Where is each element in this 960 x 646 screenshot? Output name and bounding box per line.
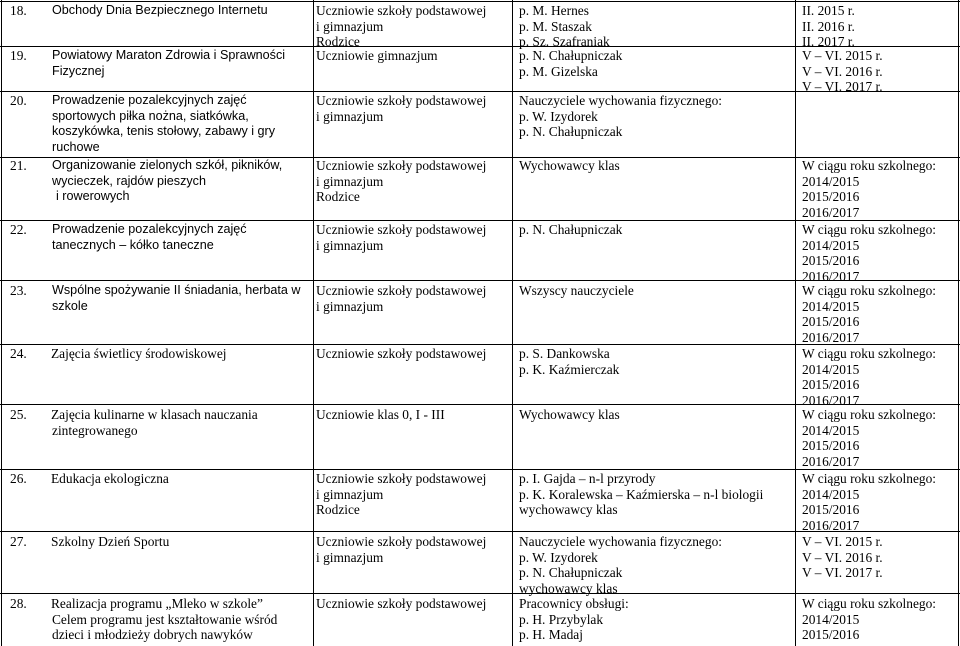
row-number: 27. [10,534,27,549]
responsible-text: p. H. Przybylak [519,611,604,627]
responsible-text: Nauczyciele wychowania fizycznego: [519,93,722,108]
participants-text: i gimnazjum [316,108,384,124]
responsible-text: p. M. Gizelska [519,63,598,79]
column-divider [313,0,314,646]
date-text: 2014/2015 [802,237,860,253]
date-text: 2016/2017 [802,453,860,469]
responsible-text: Nauczyciele wychowania fizycznego: [519,534,722,549]
activity-text: Fizycznej [52,63,105,78]
date-text: 2014/2015 [802,611,860,627]
date-text: V – VI. 2015 r. [802,534,883,549]
date-text: W ciągu roku szkolnego: [802,407,936,422]
row-number: 24. [10,346,27,361]
participants-text: Rodzice [316,502,360,517]
participants-text: i gimnazjum [316,18,384,34]
responsible-text: Pracownicy obsługi: [519,596,629,611]
participants-text: Uczniowie klas 0, I - III [316,407,445,422]
responsible-text: Wychowawcy klas [519,158,620,173]
activity-text: koszykówka, tenis stołowy, zabawy i gry [52,124,276,138]
row-number: 20. [10,93,27,108]
date-text: 2014/2015 [802,486,860,502]
date-text: 2014/2015 [802,173,860,189]
responsible-text: p. M. Hernes [519,3,589,18]
row-divider [0,469,960,470]
participants-text: Uczniowie szkoły podstawowej [316,3,487,18]
responsible-text: p. N. Chałupniczak [519,124,623,139]
activity-text: Celem programu jest kształtowanie wśród [52,611,278,627]
participants-text: Uczniowie szkoły podstawowej [316,93,487,108]
participants-text: i gimnazjum [316,549,384,565]
date-text: 2015/2016 [802,253,860,268]
participants-text: Uczniowie szkoły podstawowej [316,471,487,486]
activity-text: Szkolny Dzień Sportu [51,534,170,549]
date-text: 2016/2017 [802,329,860,345]
row-number: 18. [10,3,27,18]
date-text: W ciągu roku szkolnego: [802,346,936,361]
participants-text: i gimnazjum [316,486,384,502]
row-number: 19. [10,48,27,63]
activity-text: tanecznych – kółko taneczne [52,237,214,252]
participants-text: Uczniowie szkoły podstawowej [316,596,487,611]
participants-text: Rodzice [316,34,360,49]
participants-text: Uczniowie szkoły podstawowej [316,283,487,298]
responsible-text: p. N. Chałupniczak [519,48,623,63]
activity-text: ruchowe [52,139,100,154]
responsible-text: wychowawcy klas [519,502,618,517]
date-text: 2014/2015 [802,422,860,438]
date-text: 2015/2016 [802,627,860,642]
activity-text: Organizowanie zielonych szkół, pikników, [52,158,283,172]
row-divider [0,1,960,2]
row-number: 28. [10,596,27,611]
responsible-text: p. W. Izydorek [519,108,598,124]
column-divider [795,0,796,646]
date-text: W ciągu roku szkolnego: [802,283,936,298]
date-text: 2016/2017 [802,204,860,220]
date-text: 2014/2015 [802,298,860,314]
activity-text: zintegrowanego [52,422,138,438]
activity-text: Zajęcia świetlicy środowiskowej [51,346,227,361]
activity-text: Edukacja ekologiczna [51,471,169,486]
activity-text: i rowerowych [56,189,130,203]
date-text: V – VI. 2016 r. [802,63,883,79]
date-text: 2016/2017 [802,392,860,408]
row-number: 22. [10,222,27,237]
participants-text: i gimnazjum [316,173,384,189]
activity-text: Obchody Dnia Bezpiecznego Internetu [52,3,268,17]
activity-text: sportowych piłka nożna, siatkówka, [52,108,249,123]
activity-text: Prowadzenie pozalekcyjnych zajęć [52,222,247,236]
date-text: V – VI. 2016 r. [802,549,883,565]
date-text: W ciągu roku szkolnego: [802,471,936,486]
row-number: 23. [10,283,27,298]
responsible-text: wychowawcy klas [519,580,618,596]
responsible-text: p. N. Chałupniczak [519,222,623,237]
activity-text: Realizacja programu „Mleko w szkole” [51,596,263,611]
date-text: W ciągu roku szkolnego: [802,222,936,237]
date-text: 2016/2017 [802,517,860,533]
row-divider [0,220,960,221]
participants-text: Uczniowie szkoły podstawowej [316,534,487,549]
responsible-text: p. S. Dankowska [519,346,610,361]
activity-text: dzieci i młodzieży dobrych nawyków [52,627,253,642]
activity-text: szkole [52,298,88,313]
date-text: 2015/2016 [802,438,860,453]
date-text: 2015/2016 [802,502,860,517]
activity-text: Zajęcia kulinarne w klasach nauczania [51,407,258,422]
date-text: 2016/2017 [802,268,860,284]
responsible-text: p. Sz. Szafraniak [519,34,610,49]
participants-text: Uczniowie szkoły podstawowej [316,346,487,361]
date-text: 2015/2016 [802,314,860,329]
responsible-text: p. K. Kaźmierczak [519,361,620,377]
date-text: V – VI. 2015 r. [802,48,883,63]
date-text: V – VI. 2017 r. [802,565,883,580]
participants-text: i gimnazjum [316,298,384,314]
responsible-text: p. H. Madaj [519,627,583,642]
date-text: W ciągu roku szkolnego: [802,158,936,173]
responsible-text: p. W. Izydorek [519,549,598,565]
responsible-text: p. K. Koralewska – Kaźmierska – n-l biologii [519,486,764,502]
activity-text: wycieczek, rajdów pieszych [52,173,206,188]
date-text: 2015/2016 [802,189,860,204]
date-text: W ciągu roku szkolnego: [802,596,936,611]
date-text: 2015/2016 [802,377,860,392]
date-text: II. 2016 r. [802,18,855,34]
date-text: V – VI. 2017 r. [802,79,883,94]
activity-text: Wspólne spożywanie II śniadania, herbata w [52,283,301,297]
date-text: 2014/2015 [802,361,860,377]
responsible-text: p. N. Chałupniczak [519,565,623,580]
column-divider [1,0,2,646]
activity-text: Powiatowy Maraton Zdrowia i Sprawności [52,48,286,62]
date-text: II. 2015 r. [802,3,855,18]
participants-text: Rodzice [316,189,360,204]
column-divider [958,0,959,646]
activity-text: Prowadzenie pozalekcyjnych zajęć [52,93,247,107]
participants-text: i gimnazjum [316,237,384,253]
participants-text: Uczniowie gimnazjum [316,48,438,63]
row-number: 25. [10,407,27,422]
row-divider [0,593,960,594]
row-number: 21. [10,158,27,173]
row-number: 26. [10,471,27,486]
responsible-text: Wychowawcy klas [519,407,620,422]
responsible-text: Wszyscy nauczyciele [519,283,634,298]
responsible-text: p. M. Staszak [519,18,592,34]
participants-text: Uczniowie szkoły podstawowej [316,222,487,237]
column-divider [512,0,513,646]
date-text: II. 2017 r. [802,34,855,49]
responsible-text: p. I. Gajda – n-l przyrody [519,471,656,486]
participants-text: Uczniowie szkoły podstawowej [316,158,487,173]
